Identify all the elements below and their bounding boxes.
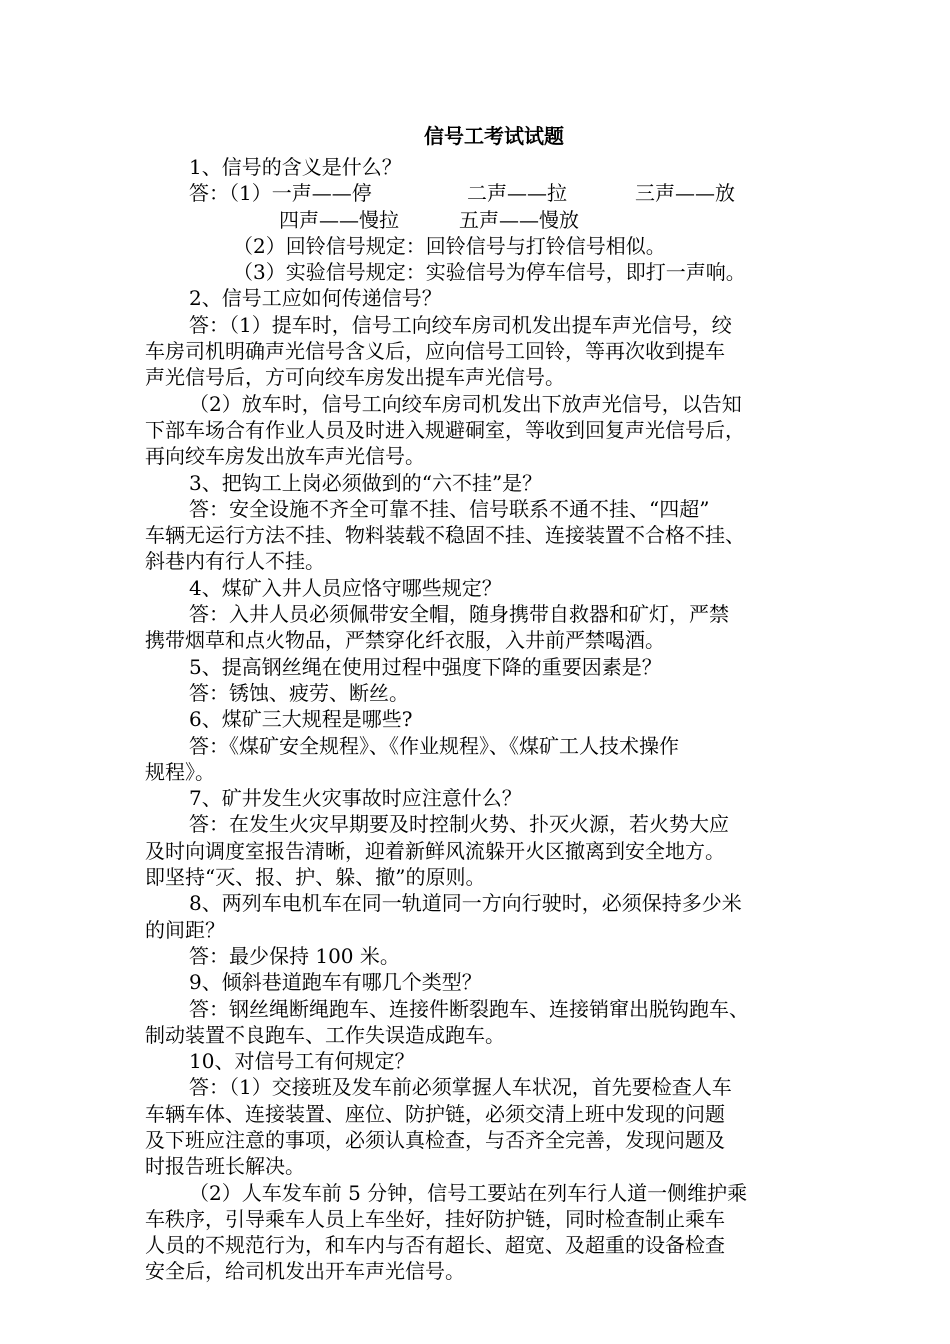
answer-line: 斜巷内有行人不挂。 [145,549,325,574]
answer-line: 规程》。 [145,759,215,784]
answer-line: 车秩序，引导乘车人员上车坐好，挂好防护链，同时检查制止乘车 [145,1206,725,1231]
answer-line: （2）人车发车前 5 分钟，信号工要站在列车行人道一侧维护乘 [189,1180,748,1205]
answer-line: 答：在发生火灾早期要及时控制火势、扑灭火源，若火势大应 [189,812,729,837]
signal-release: 三声——放 [635,181,735,206]
answer-line: 安全后，给司机发出开车声光信号。 [145,1259,465,1284]
answer-line: 携带烟草和点火物品，严禁穿化纤衣服，入井前严禁喝酒。 [145,628,665,653]
question-7: 7、矿井发生火灾事故时应注意什么？ [189,786,522,811]
signal-pull: 二声——拉 [467,181,567,206]
question-9: 9、倾斜巷道跑车有哪几个类型？ [189,970,482,995]
answer-line: 再向绞车房发出放车声光信号。 [145,444,425,469]
answer-line: 答：安全设施不齐全可靠不挂、信号联系不通不挂、“四超” [189,496,710,521]
answer-line: 制动装置不良跑车、工作失误造成跑车。 [145,1022,505,1047]
answer-line: 声光信号后，方可向绞车房发出提车声光信号。 [145,365,565,390]
answer-line: （2）放车时，信号工向绞车房司机发出下放声光信号，以告知 [189,391,742,416]
signal-slow-release: 五声——慢放 [459,207,579,232]
answer-line: 答：钢丝绳断绳跑车、连接件断裂跑车、连接销窜出脱钩跑车、 [189,996,749,1021]
answer-line: （2）回铃信号规定：回铃信号与打铃信号相似。 [233,233,666,258]
answer-line: 时报告班长解决。 [145,1154,305,1179]
answer-line: 答：（1）提车时，信号工向绞车房司机发出提车声光信号，绞 [189,312,732,337]
answer-line: 即坚持“灭、报、护、躲、撤”的原则。 [145,865,486,890]
question-6: 6、煤矿三大规程是哪些? [189,707,413,732]
answer-line: （3）实验信号规定：实验信号为停车信号，即打一声响。 [233,260,746,285]
answer-line: 答：最少保持 100 米。 [189,943,400,968]
answer-line: 车辆无运行方法不挂、物料装载不稳固不挂、连接装置不合格不挂、 [145,523,745,548]
answer-line: 车房司机明确声光信号含义后，应向信号工回铃，等再次收到提车 [145,339,725,364]
signal-stop: 答：（1）一声——停 [189,181,372,206]
signal-row-2 [145,207,825,233]
document-page [145,118,825,1285]
answer-line: 答：锈蚀、疲劳、断丝。 [189,680,409,705]
question-5: 5、提高钢丝绳在使用过程中强度下降的重要因素是？ [189,654,662,679]
question-8: 8、两列车电机车在同一轨道同一方向行驶时，必须保持多少米 [189,891,742,916]
question-3: 3、把钩工上岗必须做到的“六不挂”是？ [189,470,543,495]
answer-line: 人员的不规范行为，和车内与否有超长、超宽、及超重的设备检查 [145,1233,725,1258]
answer-line: 车辆车体、连接装置、座位、防护链，必须交清上班中发现的问题 [145,1101,725,1126]
question-10: 10、对信号工有何规定？ [189,1049,415,1074]
question-1: 1、信号的含义是什么？ [189,155,402,179]
signal-row-1 [145,180,825,206]
answer-line: 答：入井人员必须佩带安全帽，随身携带自救器和矿灯，严禁 [189,602,729,627]
answer-line: 下部车场合有作业人员及时进入规避硐室，等收到回复声光信号后， [145,417,745,442]
answer-line: 答：《煤矿安全规程》、《作业规程》、《煤矿工人技术操作 [189,733,679,758]
signal-slow-pull: 四声——慢拉 [279,207,399,232]
answer-line: 答：（1）交接班及发车前必须掌握人车状况，首先要检查人车 [189,1075,732,1100]
question-2: 2、信号工应如何传递信号？ [189,286,442,311]
question-4: 4、煤矿入井人员应恪守哪些规定？ [189,575,502,600]
question-8-cont: 的间距？ [145,917,225,942]
answer-line: 及下班应注意的事项，必须认真检查，与否齐全完善，发现问题及 [145,1127,725,1152]
answer-line: 及时向调度室报告清晰，迎着新鲜风流躲开火区撤离到安全地方。 [145,838,725,863]
document-title: 信号工考试试题 [424,124,564,148]
